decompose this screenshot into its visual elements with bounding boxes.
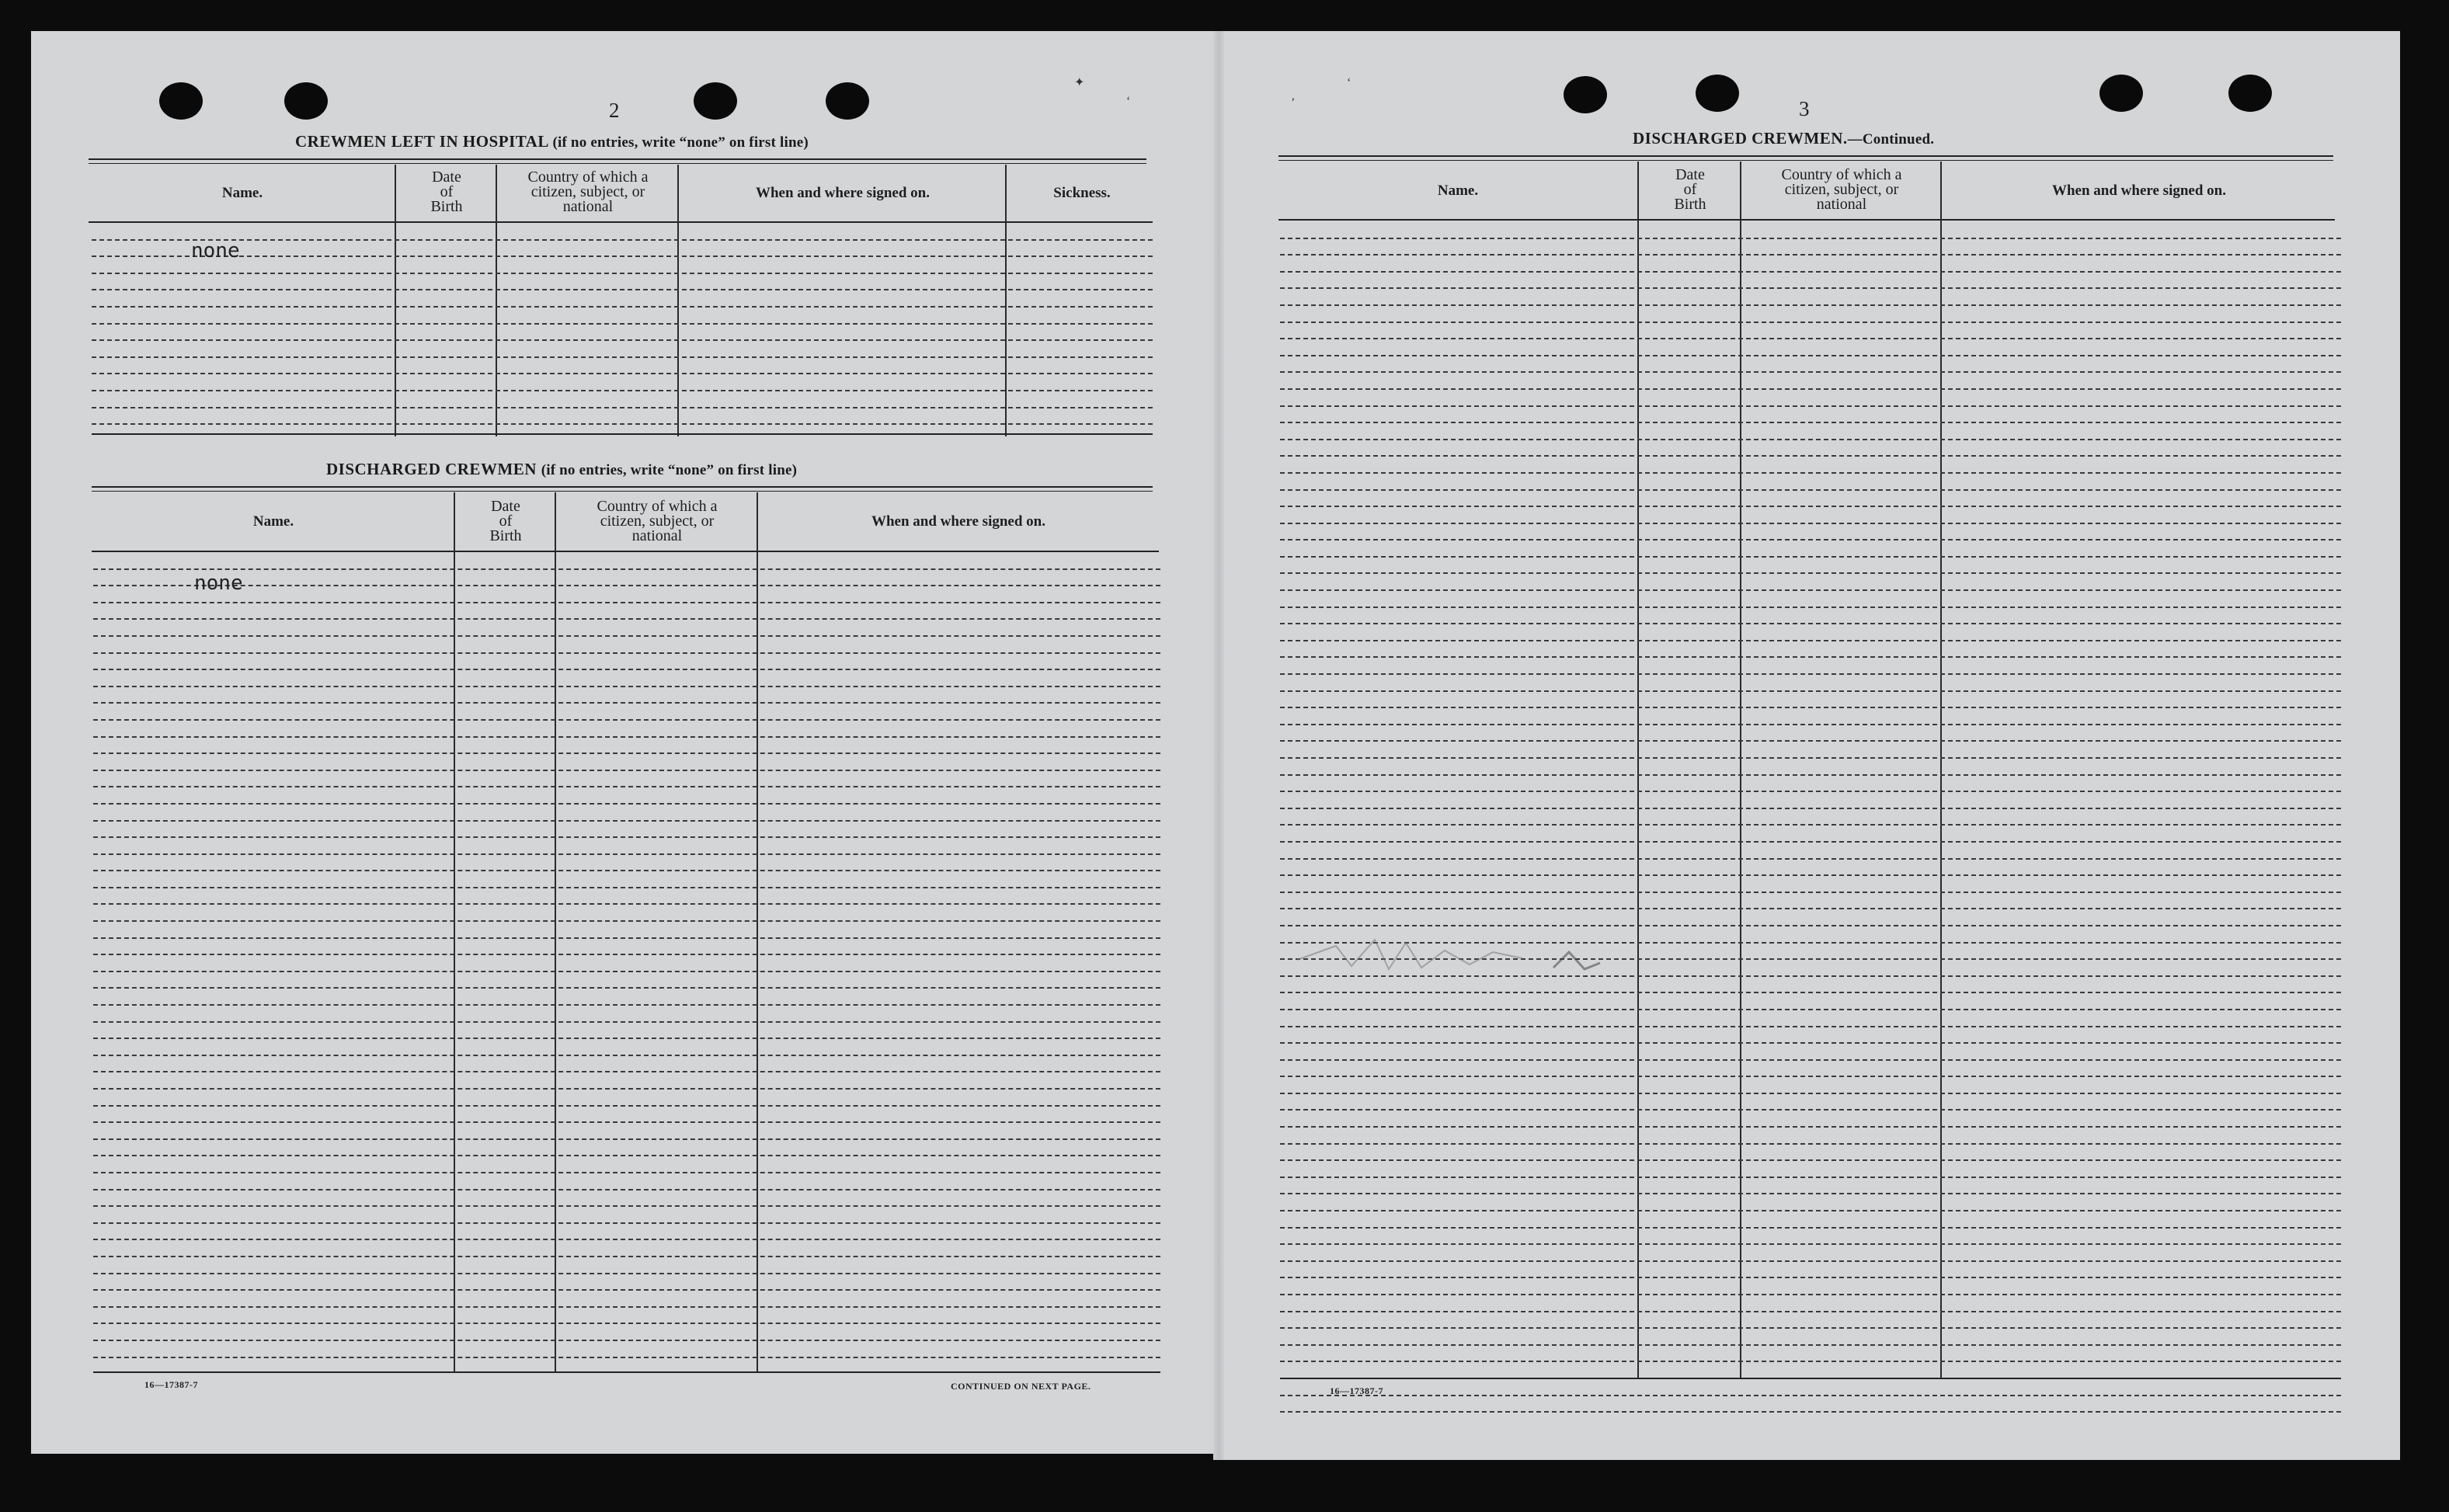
table-row bbox=[93, 637, 1160, 654]
form-number: 16—17387-7 bbox=[144, 1379, 198, 1390]
table-row bbox=[93, 838, 1160, 855]
discharged-top-rule-2 bbox=[92, 491, 1153, 492]
hospital-top-rule bbox=[89, 158, 1146, 160]
punch-hole bbox=[2099, 75, 2143, 112]
hospital-col-sickness: Sickness. bbox=[1053, 185, 1111, 201]
page-number: 2 bbox=[609, 99, 620, 122]
table-row bbox=[1280, 524, 2341, 541]
continued-note: CONTINUED ON NEXT PAGE. bbox=[951, 1381, 1091, 1392]
table-row bbox=[93, 972, 1160, 989]
table-row bbox=[93, 989, 1160, 1006]
table-row bbox=[1280, 776, 2341, 793]
table-row bbox=[1280, 222, 2341, 239]
page-number: 3 bbox=[1799, 97, 1810, 120]
discharged-header-rule bbox=[92, 551, 1159, 552]
table-row bbox=[93, 855, 1160, 872]
table-row bbox=[93, 1023, 1160, 1040]
table-row bbox=[93, 905, 1160, 922]
discharged-continued-main: DISCHARGED CREWMEN. bbox=[1633, 129, 1848, 148]
table-row bbox=[92, 325, 1153, 342]
table-row bbox=[1280, 356, 2341, 374]
right-col-name: Name. bbox=[1437, 182, 1479, 199]
table-row bbox=[1280, 423, 2341, 440]
table-row bbox=[1280, 373, 2341, 390]
table-row bbox=[93, 1190, 1160, 1208]
table-row bbox=[92, 224, 1153, 241]
table-row bbox=[1280, 1229, 2341, 1246]
table-row bbox=[1280, 860, 2341, 877]
table-row bbox=[93, 1006, 1160, 1023]
table-row bbox=[1280, 1262, 2341, 1279]
punch-hole bbox=[826, 82, 869, 120]
table-row bbox=[1280, 692, 2341, 709]
table-row bbox=[93, 721, 1160, 738]
right-header-rule bbox=[1278, 219, 2335, 221]
table-row bbox=[1280, 792, 2341, 809]
table-row bbox=[93, 603, 1160, 620]
table-row bbox=[93, 687, 1160, 704]
table-row bbox=[93, 738, 1160, 755]
discharged-col-country: Country of which a citizen, subject, or national bbox=[597, 498, 718, 544]
table-row bbox=[1280, 1362, 2341, 1379]
table-row bbox=[93, 754, 1160, 771]
discharged-title-note: (if no entries, write “none” on first line) bbox=[541, 462, 798, 478]
table-row bbox=[1280, 843, 2341, 860]
table-row bbox=[93, 1039, 1160, 1056]
table-row bbox=[1280, 1044, 2341, 1061]
table-row bbox=[1280, 1077, 2341, 1094]
table-row bbox=[1280, 725, 2341, 742]
discharged-continued-note: —Continued. bbox=[1847, 131, 1935, 148]
paper-speck: ’ bbox=[1291, 96, 1296, 109]
table-row bbox=[1280, 608, 2341, 625]
table-row bbox=[1280, 1194, 2341, 1211]
table-row bbox=[92, 408, 1153, 426]
table-row bbox=[1280, 574, 2341, 591]
hospital-col-signed: When and where signed on. bbox=[755, 185, 930, 201]
table-row bbox=[93, 939, 1160, 956]
hospital-title-main: CREWMEN LEFT IN HOSPITAL bbox=[295, 132, 548, 151]
table-row bbox=[1280, 1211, 2341, 1229]
table-row bbox=[1280, 407, 2341, 424]
table-row bbox=[1280, 474, 2341, 491]
table-row bbox=[1280, 440, 2341, 457]
table-row bbox=[92, 308, 1153, 325]
table-row bbox=[1280, 540, 2341, 558]
table-row bbox=[93, 888, 1160, 905]
table-row bbox=[93, 805, 1160, 822]
table-row bbox=[93, 1140, 1160, 1157]
hospital-col-name: Name. bbox=[221, 185, 263, 201]
form-number: 16—17387-7 bbox=[1330, 1385, 1383, 1396]
discharged-col-dob: Date of Birth bbox=[489, 498, 522, 544]
right-bottom-rule bbox=[1280, 1378, 2341, 1379]
discharged-continued-title bbox=[1633, 129, 1934, 148]
table-row bbox=[92, 391, 1153, 408]
table-row bbox=[1280, 1329, 2341, 1346]
hospital-entry-rows bbox=[92, 224, 1153, 425]
table-row bbox=[93, 1207, 1160, 1224]
punch-hole bbox=[284, 82, 328, 120]
table-row bbox=[1280, 323, 2341, 340]
hospital-title-note: (if no entries, write “none” on first line) bbox=[552, 134, 809, 151]
table-row bbox=[93, 704, 1160, 721]
table-row bbox=[1280, 893, 2341, 910]
table-row bbox=[93, 586, 1160, 603]
table-row bbox=[1280, 1161, 2341, 1178]
table-row bbox=[93, 771, 1160, 788]
hospital-first-entry: none bbox=[191, 239, 240, 262]
table-row bbox=[1280, 1128, 2341, 1145]
table-row bbox=[1280, 759, 2341, 776]
hospital-col-dob: Date of Birth bbox=[430, 169, 463, 215]
right-entry-rows bbox=[1280, 222, 2341, 1413]
hospital-section-title bbox=[295, 132, 809, 151]
right-col-signed: When and where signed on. bbox=[2051, 182, 2226, 199]
table-row bbox=[1280, 641, 2341, 659]
table-row bbox=[1280, 1295, 2341, 1312]
paper-speck: ‘ bbox=[1347, 76, 1351, 89]
hospital-top-rule-2 bbox=[89, 163, 1146, 164]
table-row bbox=[1280, 591, 2341, 608]
table-row bbox=[93, 922, 1160, 939]
table-row bbox=[1280, 1178, 2341, 1195]
table-row bbox=[1280, 993, 2341, 1010]
table-row bbox=[1280, 675, 2341, 692]
table-row bbox=[93, 871, 1160, 888]
table-row bbox=[1280, 1245, 2341, 1262]
discharged-col-signed: When and where signed on. bbox=[871, 513, 1045, 530]
table-row bbox=[1280, 1010, 2341, 1027]
table-row bbox=[93, 1308, 1160, 1325]
table-row bbox=[1280, 809, 2341, 826]
table-row bbox=[92, 257, 1153, 274]
right-top-rule bbox=[1278, 155, 2333, 157]
punch-hole bbox=[1564, 76, 1607, 113]
table-row bbox=[1280, 624, 2341, 641]
punch-hole bbox=[2228, 75, 2272, 112]
discharged-bottom-rule bbox=[93, 1371, 1160, 1373]
table-row bbox=[1280, 306, 2341, 323]
discharged-section-title bbox=[326, 460, 797, 479]
table-row bbox=[1280, 1145, 2341, 1162]
right-col-country: Country of which a citizen, subject, or national bbox=[1781, 166, 1902, 213]
table-row bbox=[93, 1156, 1160, 1173]
table-row bbox=[1280, 507, 2341, 524]
table-row bbox=[1280, 1094, 2341, 1111]
table-row bbox=[92, 274, 1153, 291]
table-row bbox=[93, 1324, 1160, 1341]
table-row bbox=[1280, 390, 2341, 407]
table-row bbox=[1280, 273, 2341, 290]
table-row bbox=[1280, 1111, 2341, 1128]
discharged-title-main: DISCHARGED CREWMEN bbox=[326, 460, 537, 478]
table-row bbox=[93, 1257, 1160, 1274]
table-row bbox=[93, 1123, 1160, 1140]
table-row bbox=[93, 570, 1160, 587]
table-row bbox=[93, 787, 1160, 805]
table-row bbox=[93, 654, 1160, 671]
punch-hole bbox=[159, 82, 203, 120]
table-row bbox=[1280, 708, 2341, 725]
table-row bbox=[93, 822, 1160, 839]
table-row bbox=[1280, 1346, 2341, 1363]
table-row bbox=[93, 1107, 1160, 1124]
table-row bbox=[1280, 876, 2341, 893]
table-row bbox=[1280, 491, 2341, 508]
table-row bbox=[1280, 742, 2341, 759]
table-row bbox=[93, 1090, 1160, 1107]
table-row bbox=[1280, 658, 2341, 675]
table-row bbox=[1280, 1396, 2341, 1413]
table-row bbox=[1280, 1379, 2341, 1396]
table-row bbox=[93, 1274, 1160, 1291]
table-row bbox=[93, 1341, 1160, 1358]
hospital-bottom-rule bbox=[92, 433, 1153, 435]
paper-speck: ✦ bbox=[1074, 76, 1085, 89]
table-row bbox=[93, 1072, 1160, 1090]
table-row bbox=[1280, 457, 2341, 474]
hospital-header-rule bbox=[89, 221, 1153, 223]
discharged-top-rule bbox=[92, 486, 1153, 488]
table-row bbox=[92, 358, 1153, 375]
table-row bbox=[92, 374, 1153, 391]
table-row bbox=[1280, 1312, 2341, 1330]
table-row bbox=[93, 1173, 1160, 1190]
table-row bbox=[93, 620, 1160, 637]
table-row bbox=[1280, 1027, 2341, 1044]
table-row bbox=[1280, 339, 2341, 356]
right-col-dob: Date of Birth bbox=[1674, 166, 1706, 213]
discharged-col-name: Name. bbox=[252, 513, 294, 530]
table-row bbox=[92, 341, 1153, 358]
table-row bbox=[93, 1224, 1160, 1241]
table-row bbox=[1280, 255, 2341, 273]
table-row bbox=[1280, 909, 2341, 926]
table-row bbox=[1280, 558, 2341, 575]
table-row bbox=[92, 241, 1153, 258]
hospital-col-country: Country of which a citizen, subject, or national bbox=[527, 169, 649, 215]
discharged-entry-rows bbox=[93, 553, 1160, 1358]
faint-pencil-marks bbox=[1289, 929, 1631, 983]
table-row bbox=[1280, 289, 2341, 306]
page-fold bbox=[1213, 31, 1224, 1460]
table-row bbox=[93, 670, 1160, 687]
table-row bbox=[93, 1240, 1160, 1257]
table-row bbox=[93, 1056, 1160, 1073]
punch-hole bbox=[1696, 75, 1739, 112]
punch-hole bbox=[694, 82, 737, 120]
table-row bbox=[1280, 239, 2341, 256]
table-row bbox=[93, 553, 1160, 570]
table-row bbox=[93, 1291, 1160, 1308]
paper-speck: ‘ bbox=[1126, 95, 1131, 108]
discharged-first-entry: none bbox=[194, 572, 243, 595]
table-row bbox=[1280, 1278, 2341, 1295]
table-row bbox=[1280, 826, 2341, 843]
table-row bbox=[1280, 1061, 2341, 1078]
right-top-rule-2 bbox=[1278, 160, 2333, 161]
table-row bbox=[92, 290, 1153, 308]
table-row bbox=[93, 955, 1160, 972]
